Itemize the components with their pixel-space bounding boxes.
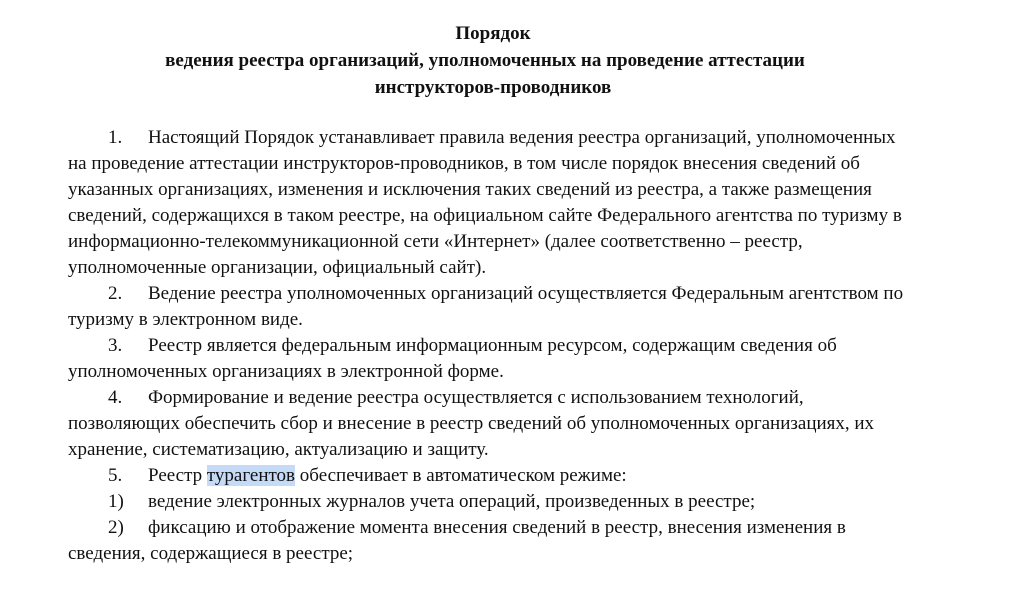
subitem-1 bbox=[68, 489, 918, 515]
paragraph-text: Настоящий Порядок устанавливает правила ведения реестра организаций, уполномоченных на проведение аттестации инструкторов-проводников, в том числе порядок внесения сведений об указанных организациях, изменения и исключения таких сведений из реестра, а также размещения сведений, содержащихся в таком реестре, на официальном сайте Федерального агентства по туризму в информационно-телекоммуникационной сети «Интернет» (далее соответственно – реестр, уполномоченные организации, официальный сайт). bbox=[68, 127, 902, 278]
paragraph-2 bbox=[68, 281, 918, 333]
title-line-3: инструкторов-проводников bbox=[374, 77, 612, 98]
paragraph-5 bbox=[68, 463, 918, 489]
paragraph-4 bbox=[68, 385, 918, 463]
paragraph-text: Формирование и ведение реестра осуществляется с использованием технологий, позволяющих обеспечить сбор и внесение в реестр сведений об уполномоченных организациях, их хранение, систематизацию, актуализацию и защиту. bbox=[68, 387, 875, 460]
title-line-1: Порядок bbox=[455, 23, 531, 44]
paragraph-number: 1. bbox=[108, 127, 123, 148]
document-title bbox=[68, 20, 918, 101]
subitem-text: фиксацию и отображение момента внесения сведений в реестр, внесения изменения в сведения, содержащиеся в реестре; bbox=[68, 517, 846, 564]
paragraph-1 bbox=[68, 125, 918, 281]
highlighted-word[interactable]: турагентов bbox=[206, 465, 296, 486]
document-page bbox=[68, 20, 918, 567]
paragraph-number: 5. bbox=[108, 465, 123, 486]
document-body bbox=[68, 125, 918, 567]
paragraph-text-before: Реестр bbox=[148, 465, 207, 486]
paragraph-3 bbox=[68, 333, 918, 385]
paragraph-text: Реестр является федеральным информационным ресурсом, содержащим сведения об уполномоченных организациях в электронной форме. bbox=[68, 335, 837, 382]
paragraph-number: 2. bbox=[108, 283, 123, 304]
subitem-number: 2) bbox=[108, 517, 124, 538]
title-line-2: ведения реестра организаций, уполномоченных на проведение аттестации bbox=[165, 50, 805, 71]
paragraph-number: 3. bbox=[108, 335, 123, 356]
paragraph-text: Ведение реестра уполномоченных организаций осуществляется Федеральным агентством по туризму в электронном виде. bbox=[68, 283, 904, 330]
paragraph-text-after: обеспечивает в автоматическом режиме: bbox=[295, 465, 627, 486]
subitem-2 bbox=[68, 515, 918, 567]
subitem-number: 1) bbox=[108, 491, 124, 512]
subitem-text: ведение электронных журналов учета операций, произведенных в реестре; bbox=[148, 491, 756, 512]
paragraph-number: 4. bbox=[108, 387, 123, 408]
